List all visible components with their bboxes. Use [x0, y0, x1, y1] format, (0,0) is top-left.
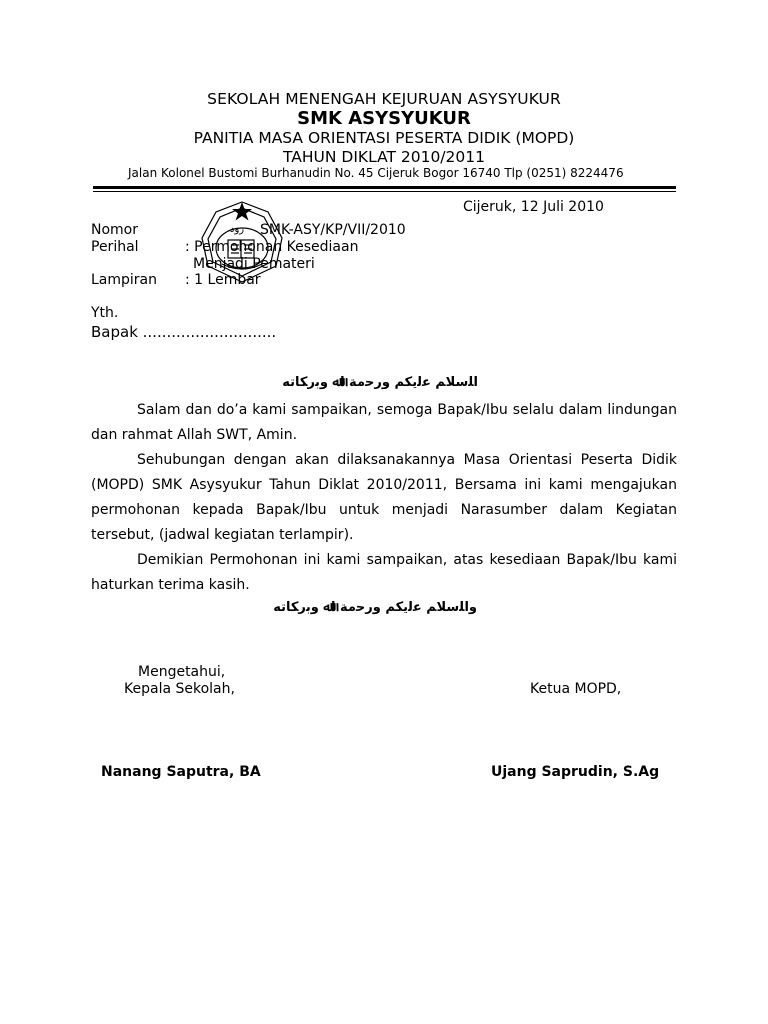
principal-name: Nanang Saputra, BA: [101, 764, 261, 780]
perihal-value: : Permohonan Kesediaan: [185, 239, 359, 255]
letter-date: Cijeruk, 12 Juli 2010: [463, 199, 604, 215]
arabic-greeting-opening: ﺍﻠﺳﻼﻢ ﻋﻟﻳﻜﻢ ﻭﺭﺣﻣﺔ ﺍﷲ ﻭﺑﺭﻜﺎﺗﻪ: [282, 375, 478, 390]
school-name: SEKOLAH MENENGAH KEJURUAN ASYSYUKUR: [207, 90, 561, 108]
lampiran-label: Lampiran: [91, 272, 158, 288]
lampiran-value: : 1 Lembar: [185, 272, 261, 288]
letter-body: [91, 398, 677, 598]
school-address: Jalan Kolonel Bustomi Burhanudin No. 45 Cijeruk Bogor 16740 Tlp (0251) 8224476: [128, 166, 624, 180]
arabic-greeting-closing: ﻭﺍﻠﺳﻼﻢ ﻋﻟﻳﻜﻢ ﻭﺭﺣﻣﺔ ﺍﷲ ﻭﺑﺭﻜﺎﺗﻪ: [273, 600, 477, 615]
perihal-label: Perihal: [91, 239, 139, 255]
letterhead-divider-thin: [93, 191, 676, 192]
committee-chair-name: Ujang Saprudin, S.Ag: [491, 764, 660, 780]
recipient-name: Bapak ............................: [91, 323, 277, 341]
school-seal-stamp: [198, 198, 286, 286]
body-paragraph-3: Demikian Permohonan ini kami sampaikan, atas kesediaan Bapak/Ibu kami haturkan terima kasih.: [91, 552, 677, 593]
letterhead-divider-thick: [93, 186, 676, 189]
academic-year: TAHUN DIKLAT 2010/2011: [283, 148, 485, 166]
body-paragraph-1: Salam dan do’a kami sampaikan, semoga Bapak/Ibu selalu dalam lindungan dan rahmat Allah SWT, Amin.: [91, 402, 677, 443]
acknowledged-label: Mengetahui,: [138, 664, 226, 680]
committee-name: PANITIA MASA ORIENTASI PESERTA DIDIK (MOPD): [193, 129, 575, 147]
school-short-name: SMK ASYSYUKUR: [297, 108, 471, 129]
seal-inscription: رود: [230, 224, 245, 235]
nomor-label: Nomor: [91, 222, 138, 238]
nomor-value: SMK-ASY/KP/VII/2010: [260, 222, 406, 238]
perihal-value-continued: Menjadi Pemateri: [193, 256, 315, 272]
recipient-salutation: Yth.: [91, 305, 119, 321]
committee-chair-title: Ketua MOPD,: [530, 681, 622, 697]
principal-title: Kepala Sekolah,: [124, 681, 235, 697]
body-paragraph-2: Sehubungan dengan akan dilaksanakannya Masa Orientasi Peserta Didik (MOPD) SMK Asysyukur Tahun Diklat 2010/2011, Bersama ini kami mengajukan permohonan kepada Bapak/Ibu untuk menjadi Narasumber dalam Kegiatan tersebut, (jadwal kegiatan terlampir).: [91, 452, 677, 543]
